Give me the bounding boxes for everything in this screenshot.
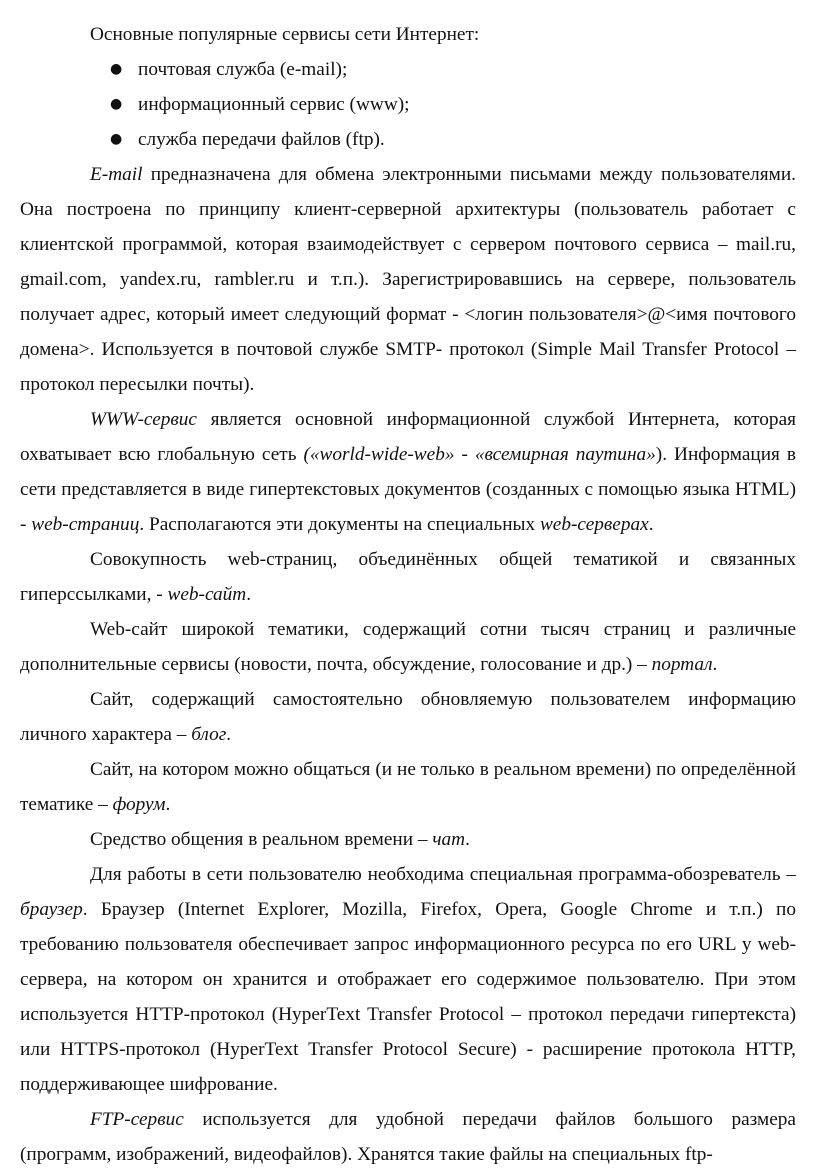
services-heading: Основные популярные сервисы сети Интернет:: [90, 24, 480, 45]
bullet-icon: ●: [110, 131, 123, 147]
list-item: ● информационный сервис (www);: [20, 87, 796, 122]
website-term: web-сайт: [167, 584, 247, 605]
forum-term: форум: [112, 794, 166, 815]
portal-paragraph: Web-сайт широкой тематики, содержащий сотни тысяч страниц и различные дополнительные сервисы (новости, почта, обсуждение, голосование и др.) – портал.: [20, 619, 796, 675]
bullet-icon: ●: [110, 61, 123, 77]
forum-paragraph: Сайт, на котором можно общаться (и не только в реальном времени) по определённой тематике – форум.: [20, 759, 796, 815]
portal-term: портал: [651, 654, 713, 675]
blog-term: блог: [191, 724, 227, 745]
browser-paragraph: Для работы в сети пользователю необходима специальная программа-обозреватель – браузер. Браузер (Internet Explorer, Mozilla, Firefox, Opera, Google Chrome и т.п.) по требованию пользователя обеспечивает запрос информационного ресурса по его URL у web-сервера, на котором он хранится и отображает его содержимое пользователю. При этом используется HTTP-протокол (HyperText Transfer Protocol – протокол передачи гипертекста) или HTTPS-протокол (HyperText Transfer Protocol Secure) - расширение протокола HTTP, поддерживающее шифрование.: [20, 864, 796, 1095]
browser-term: браузер: [20, 899, 83, 920]
ftp-term: FTP-сервис: [90, 1109, 184, 1130]
ftp-paragraph: FTP-сервис используется для удобной передачи файлов большого размера (программ, изображений, видеофайлов). Хранятся такие файлы на специальных ftp-: [20, 1109, 796, 1165]
blog-paragraph: Сайт, содержащий самостоятельно обновляемую пользователем информацию личного характера – блог.: [20, 689, 796, 745]
www-paragraph: WWW-сервис является основной информационной службой Интернета, которая охватывает всю глобальную сеть («world-wide-web» - «всемирная паутина»). Информация в сети представляется в виде гипертекстовых документов (созданных с помощью языка HTML) - web-страниц. Располагаются эти документы на специальных web-серверах.: [20, 409, 796, 535]
email-term: E-mail: [90, 164, 143, 185]
email-paragraph: E-mail предназначена для обмена электронными письмами между пользователями. Она построена по принципу клиент-серверной архитектуры (пользователь работает с клиентской программой, которая взаимодействует с сервером почтового сервиса – mail.ru, gmail.com, yandex.ru, rambler.ru и т.п.). Зарегистрировавшись на сервере, пользователь получает адрес, который имеет следующий формат - <логин пользователя>@<имя почтового домена>. Используется в почтовой службе SMTP- протокол (Simple Mail Transfer Protocol – протокол пересылки почты).: [20, 164, 796, 395]
chat-term: чат: [432, 829, 466, 850]
bullet-icon: ●: [110, 96, 123, 112]
list-item: ● почтовая служба (e-mail);: [20, 52, 796, 87]
website-paragraph: Совокупность web-страниц, объединённых общей тематикой и связанных гиперссылками, - web-сайт.: [20, 549, 796, 605]
www-term: WWW-сервис: [90, 409, 197, 430]
chat-paragraph: Средство общения в реальном времени – чат.: [90, 829, 470, 850]
services-list: [20, 52, 796, 157]
list-item: ● служба передачи файлов (ftp).: [20, 122, 796, 157]
